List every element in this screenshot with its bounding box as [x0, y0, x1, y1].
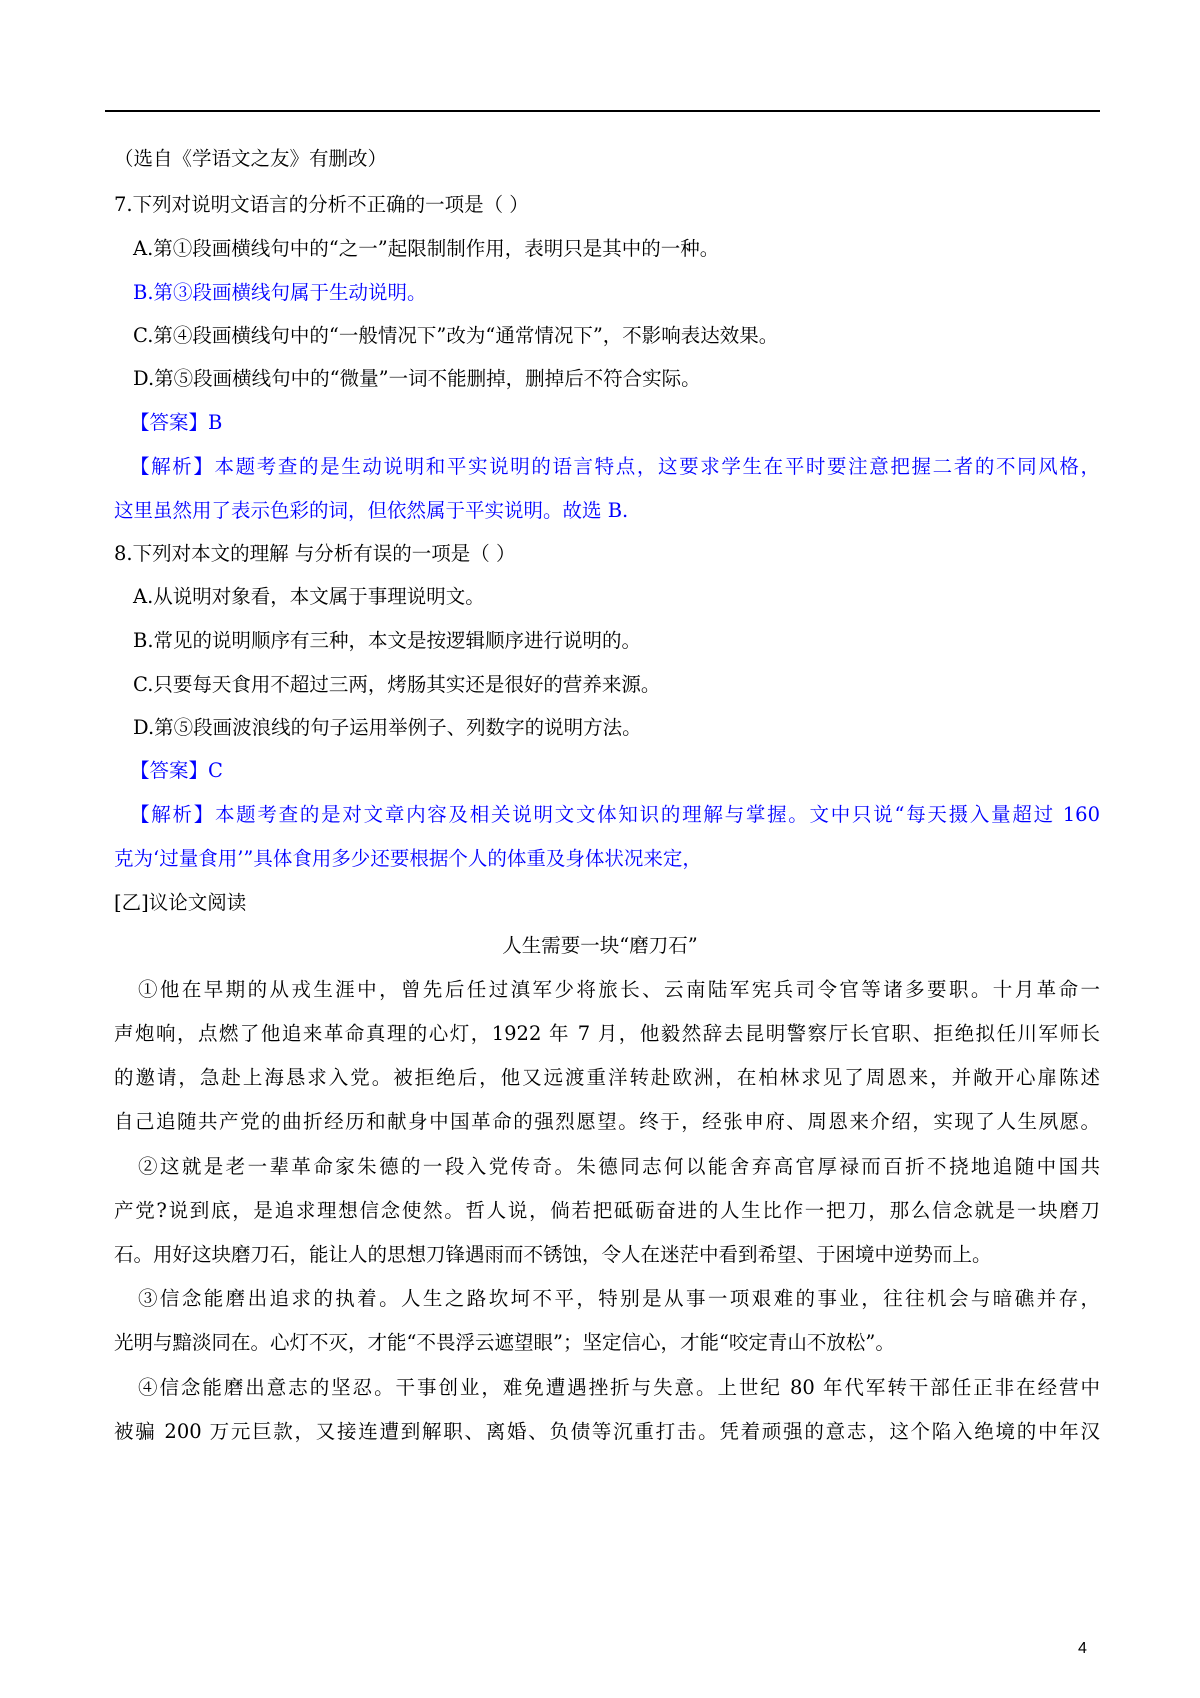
q7-stem: 7.下列对说明文语言的分析不正确的一项是（ ）: [114, 193, 529, 216]
q7-analysis-line: 【解析】本题考查的是生动说明和平实说明的语言特点，这要求学生在平时要注意把握二者的不同风格，: [130, 455, 1100, 478]
article-line: 石。用好这块磨刀石，能让人的思想刀锋遇雨而不锈蚀，令人在迷茫中看到希望、于困境中逆势而上。: [114, 1243, 992, 1266]
article-line: 声炮响，点燃了他追来革命真理的心灯，1922 年 7 月，他毅然辞去昆明警察厅长官职、拒绝拟任川军师长: [114, 1022, 1100, 1045]
article-line: 自己追随共产党的曲折经历和献身中国革命的强烈愿望。终于，经张申府、周恩来介绍，实现了人生夙愿。: [114, 1110, 1100, 1133]
header-rule: [105, 110, 1100, 112]
q7-option-c: C.第④段画横线句中的“一般情况下”改为“通常情况下”，不影响表达效果。: [133, 324, 779, 347]
q7-answer: 【答案】B: [130, 411, 223, 434]
q7-option-d: D.第⑤段画横线句中的“微量”一词不能删掉，删掉后不符合实际。: [133, 367, 701, 390]
q8-option-b: B.常见的说明顺序有三种，本文是按逻辑顺序进行说明的。: [133, 629, 642, 652]
article-line: 被骗 200 万元巨款，又接连遭到解职、离婚、负债等沉重打击。凭着顽强的意志，这个陷入绝境的中年汉: [114, 1420, 1100, 1443]
article-line: 光明与黯淡同在。心灯不灭，才能“不畏浮云遮望眼”；坚定信心，才能“咬定青山不放松”。: [114, 1331, 895, 1354]
source-note: （选自《学语文之友》有删改）: [114, 147, 388, 170]
q8-option-a: A.从说明对象看，本文属于事理说明文。: [133, 585, 485, 608]
q8-option-c: C.只要每天食用不超过三两，烤肠其实还是很好的营养来源。: [133, 673, 661, 696]
article-line: 产党?说到底，是追求理想信念使然。哲人说，倘若把砥砺奋进的人生比作一把刀，那么信念就是一块磨刀: [114, 1199, 1100, 1222]
article-title: 人生需要一块“磨刀石”: [502, 934, 698, 957]
article-line: ①他在早期的从戎生涯中，曾先后任过滇军少将旅长、云南陆军宪兵司令官等诸多要职。十月革命一: [138, 978, 1100, 1001]
q8-option-d: D.第⑤段画波浪线的句子运用举例子、列数字的说明方法。: [133, 716, 642, 739]
article-line: ③信念能磨出追求的执着。人生之路坎坷不平，特别是从事一项艰难的事业，往往机会与暗礁并存，: [138, 1287, 1100, 1310]
q8-answer: 【答案】C: [130, 759, 223, 782]
page-number: 4: [1078, 1640, 1087, 1657]
section-heading: [乙]议论文阅读: [114, 891, 247, 914]
article-line: ②这就是老一辈革命家朱德的一段入党传奇。朱德同志何以能舍弃高官厚禄而百折不挠地追随中国共: [138, 1155, 1100, 1178]
article-line: ④信念能磨出意志的坚忍。干事创业，难免遭遇挫折与失意。上世纪 80 年代军转干部任正非在经营中: [138, 1376, 1100, 1399]
q8-analysis-line: 【解析】本题考查的是对文章内容及相关说明文文体知识的理解与掌握。文中只说“每天摄入量超过 160: [130, 803, 1100, 826]
q7-analysis-line: 这里虽然用了表示色彩的词，但依然属于平实说明。故选 B.: [114, 499, 629, 522]
article-line: 的邀请，急赴上海恳求入党。被拒绝后，他又远渡重洋转赴欧洲，在柏林求见了周恩来，并敞开心扉陈述: [114, 1066, 1100, 1089]
q7-option-b: B.第③段画横线句属于生动说明。: [133, 281, 427, 304]
q7-option-a: A.第①段画横线句中的“之一”起限制制作用，表明只是其中的一种。: [133, 237, 720, 260]
q8-stem: 8.下列对本文的理解 与分析有误的一项是（ ）: [114, 542, 516, 565]
q8-analysis-line: 克为‘过量食用’”具体食用多少还要根据个人的体重及身体状况来定，: [114, 847, 702, 870]
